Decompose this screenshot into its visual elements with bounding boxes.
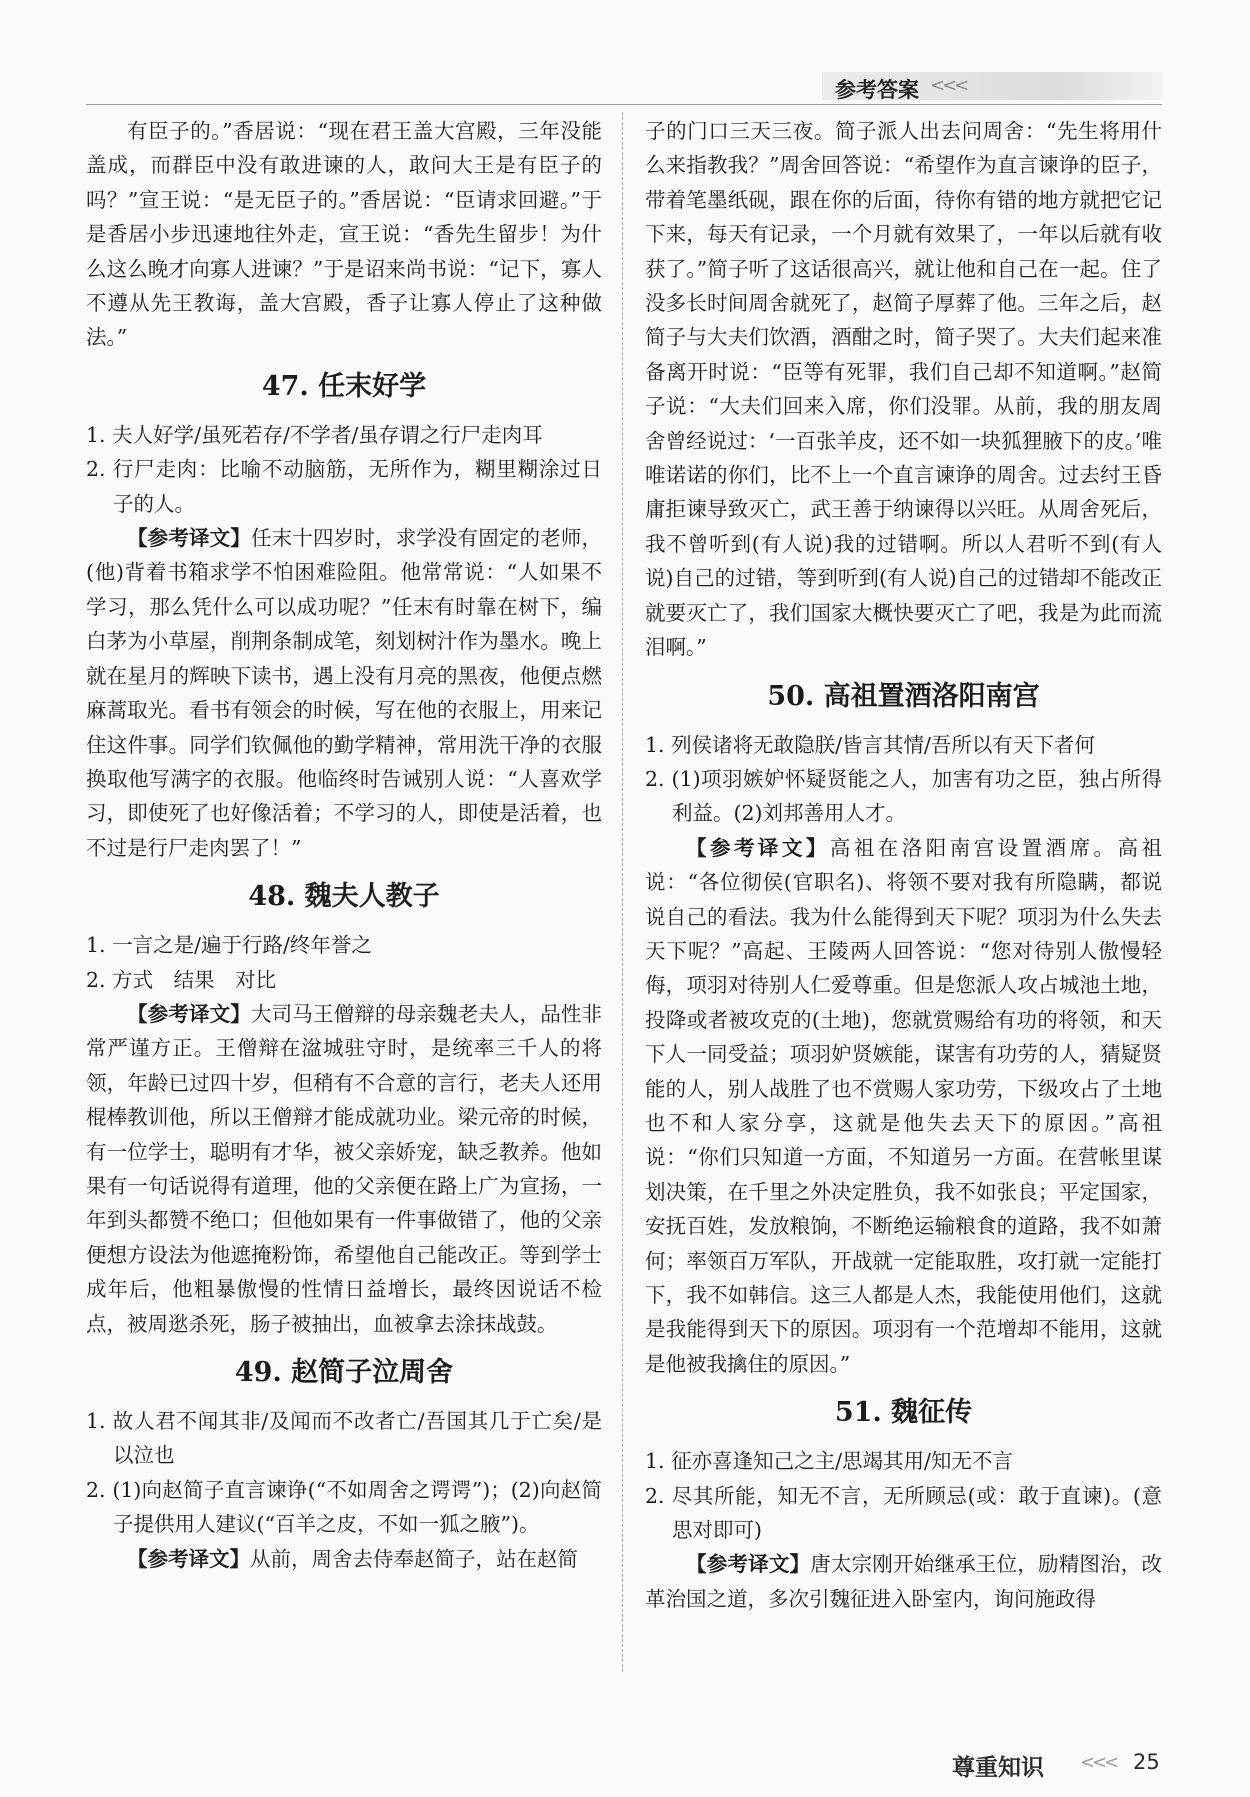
section-title-48: 48. 魏夫人教子 xyxy=(248,881,440,913)
page-number: 25 xyxy=(1133,1750,1160,1774)
translation-text: 大司马王僧辩的母亲魏老夫人，品性非常严谨方正。王僧辩在湓城驻守时，是统率三千人的将领，年龄已过四十岁，但稍有不合意的言行，老夫人还用棍棒教训他，所以王僧辩才能成就功业。梁元帝的时候，有一位学士，聪明有才华，被父亲娇宠，缺乏教养。他如果有一句话说得有道理，他的父亲便在路上广为宣扬，一年到头都赞不绝口；但他如果有一件事做错了，他的父亲便想方设法为他遮掩粉饰，希望他自己能改正。等到学士成年后，他粗暴傲慢的性情日益增长，最终因说话不检点，被周逖杀死，肠子被抽出，血被拿去涂抹战鼓。 xyxy=(86,1001,603,1336)
header-label: 参考答案 xyxy=(835,78,919,102)
continued-paragraph: 子的门口三天三夜。简子派人出去问周舍：“先生将用什么来指教我？”周舍回答说：“希望作为直言谏诤的臣子，带着笔墨纸砚，跟在你的后面，待你有错的地方就把它记下来，每天有记录，一个月就有效果了，一年以后就有收获了。”简子听了这话很高兴，就让他和自己在一起。住了没多长时间周舍就死了，赵简子厚葬了他。三年之后，赵简子与大夫们饮酒，酒酣之时，简子哭了。大夫们起来准备离开时说：“臣等有死罪，我们自己却不知道啊。”赵简子说：“大夫们回来入席，你们没罪。从前，我的朋友周舍曾经说过：‘一百张羊皮，还不如一块狐狸腋下的皮。’唯唯诺诺的你们，比不上一个直言谏诤的周舍。过去纣王昏庸拒谏导致灭亡，武王善于纳谏得以兴旺。从周舍死后，我不曾听到(有人说)我的过错啊。所以人君听不到(有人说)自己的过错，等到听到(有人说)自己的过错却不能改正就要灭亡了，我们国家大概快要灭亡了吧，我是为此而流泪啊。” xyxy=(645,119,1162,660)
answer-item: 2. (1)项羽嫉妒怀疑贤能之人，加害有功之臣，独占所得利益。(2)刘邦善用人才。 xyxy=(645,766,1162,826)
answer-item: 2. 方式 结果 对比 xyxy=(86,967,277,992)
left-column xyxy=(86,114,602,1576)
header-divider xyxy=(86,104,1162,105)
column-divider xyxy=(622,112,623,1672)
section-title-49: 49. 赵简子泣周舍 xyxy=(234,1357,454,1388)
translation-tag: 【参考译文】 xyxy=(127,1001,251,1026)
translation-paragraph xyxy=(645,831,1162,1382)
answer-item: 2. 尽其所能，知无不言，无所顾忌(或：敢于直谏)。(意思对即可) xyxy=(645,1483,1162,1543)
translation-text: 任末十四岁时，求学没有固定的老师，(他)背着书箱求学不怕困难险阻。他常常说：“人如果不学习，那么凭什么可以成功呢？”任末有时靠在树下，编白茅为小草屋，削荆条制成笔，刻划树汁作为墨水。晚上就在星月的辉映下读书，遇上没有月亮的黑夜，他便点燃麻蒿取光。看书有领会的时候，写在他的衣服上，用来记住这件事。同学们钦佩他的勤学精神，常用洗干净的衣服换取他写满字的衣服。他临终时告诫别人说：“人喜欢学习，即使死了也好像活着；不学习的人，即使是活着，也不过是行尸走肉罢了！” xyxy=(86,526,603,860)
answer-item: 2. 行尸走肉：比喻不动脑筋，无所作为，糊里糊涂过日子的人。 xyxy=(86,457,602,516)
section-title-51: 51. 魏征传 xyxy=(834,1397,973,1429)
answer-item: 2. (1)向赵简子直言谏诤(“不如周舍之谔谔”)；(2)向赵简子提供用人建议(“百羊之皮，不如一狐之腋”)。 xyxy=(86,1477,602,1537)
translation-paragraph xyxy=(86,521,602,865)
translation-tag: 【参考译文】 xyxy=(686,835,830,860)
translation-tag: 【参考译文】 xyxy=(127,526,251,551)
answer-item: 1. 征亦喜逢知己之主/思竭其用/知无不言 xyxy=(645,1449,1013,1474)
translation-paragraph xyxy=(86,997,602,1341)
answer-item: 1. 故人君不闻其非/及闻而不改者亡/吾国其几于亡矣/是以泣也 xyxy=(86,1409,602,1468)
continued-paragraph: 有臣子的。”香居说：“现在君王盖大宫殿，三年没能盖成，而群臣中没有敢进谏的人，敢问大王是有臣子的吗？”宣王说：“是无臣子的。”香居说：“臣请求回避。”于是香居小步迅速地往外走，宣王说：“香先生留步！为什么这么晚才向寡人进谏？”于是诏来尚书说：“记下，寡人不遵从先王教诲，盖大宫殿，香子让寡人停止了这种做法。” xyxy=(86,119,602,350)
translation-paragraph xyxy=(86,1542,602,1576)
translation-text: 高祖在洛阳南宫设置酒席。高祖说：“各位彻侯(官职名)、将领不要对我有所隐瞒，都说说自己的看法。我为什么能得到天下呢？项羽为什么失去天下呢？”高起、王陵两人回答说：“您对待别人傲慢轻侮，项羽对待别人仁爱尊重。但是您派人攻占城池土地，投降或者被攻克的(土地)，您就赏赐给有功的将领，和天下人一同受益；项羽妒贤嫉能，谋害有功劳的人，猜疑贤能的人，别人战胜了也不赏赐人家功劳，下级攻占了土地也不和人家分享，这就是他失去天下的原因。”高祖说：“你们只知道一方面，不知道另一方面。在营帐里谋划决策，在千里之外决定胜负，我不如张良；平定国家，安抚百姓，发放粮饷，不断绝运输粮食的道路，我不如萧何；率领百万军队，开战就一定能取胜，攻打就一定能打下，我不如韩信。这三人都是人杰，我能使用他们，这就是我能得到天下的原因。项羽有一个范增却不能用，这就是他被我擒住的原因。” xyxy=(645,835,1163,1376)
translation-tag: 【参考译文】 xyxy=(686,1552,811,1577)
footer-arrows-icon: <<< xyxy=(1080,1752,1117,1773)
section-title-50: 50. 高祖置酒洛阳南宫 xyxy=(767,680,1040,712)
answer-item: 1. 夫人好学/虽死若存/不学者/虽存谓之行尸走肉耳 xyxy=(86,422,543,447)
translation-text: 从前，周舍去侍奉赵简子，站在赵简 xyxy=(250,1546,578,1571)
answer-item: 1. 列侯诸将无敢隐朕/皆言其情/吾所以有天下者何 xyxy=(645,732,1095,757)
answer-item: 1. 一言之是/遍于行路/终年誉之 xyxy=(86,933,372,958)
footer-slogan: 尊重知识 xyxy=(952,1755,1044,1781)
translation-text: 唐太宗刚开始继承王位，励精图治，改革治国之道，多次引魏征进入卧室内，询问施政得 xyxy=(645,1552,1163,1611)
right-column xyxy=(645,114,1162,1616)
translation-paragraph xyxy=(645,1547,1162,1616)
section-title-47: 47. 任末好学 xyxy=(261,370,427,402)
header-arrows-icon: <<< xyxy=(930,75,967,96)
translation-tag: 【参考译文】 xyxy=(127,1546,250,1571)
